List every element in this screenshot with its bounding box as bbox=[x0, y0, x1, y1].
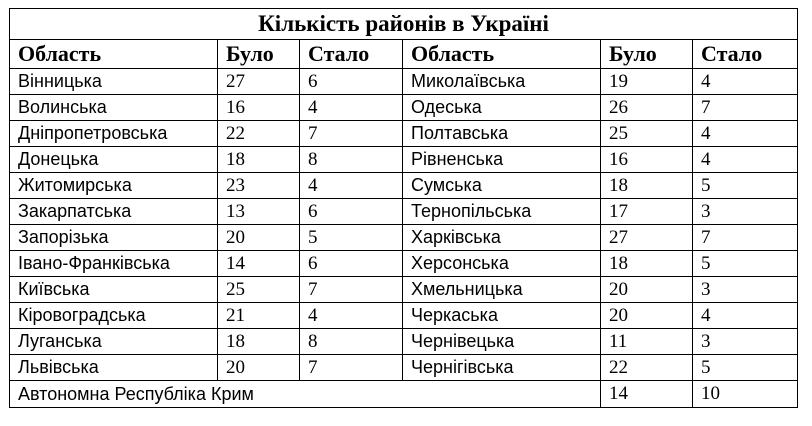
after-value-cell: 3 bbox=[693, 277, 798, 303]
before-value-cell: 20 bbox=[218, 225, 300, 251]
after-value-cell: 7 bbox=[300, 277, 403, 303]
header-after-right: Стало bbox=[693, 40, 798, 69]
region-name-cell: Тернопільська bbox=[403, 199, 601, 225]
after-value-cell: 4 bbox=[693, 69, 798, 95]
after-value-cell: 7 bbox=[300, 121, 403, 147]
after-value-cell: 3 bbox=[693, 329, 798, 355]
footer-before-value: 14 bbox=[601, 381, 693, 408]
region-name-cell: Миколаївська bbox=[403, 69, 601, 95]
before-value-cell: 18 bbox=[601, 251, 693, 277]
table-row bbox=[10, 355, 798, 381]
table-row bbox=[10, 147, 798, 173]
after-value-cell: 8 bbox=[300, 329, 403, 355]
after-value-cell: 7 bbox=[693, 95, 798, 121]
before-value-cell: 20 bbox=[218, 355, 300, 381]
before-value-cell: 17 bbox=[601, 199, 693, 225]
before-value-cell: 22 bbox=[601, 355, 693, 381]
after-value-cell: 6 bbox=[300, 199, 403, 225]
after-value-cell: 4 bbox=[300, 95, 403, 121]
region-name-cell: Донецька bbox=[10, 147, 218, 173]
after-value-cell: 5 bbox=[300, 225, 403, 251]
before-value-cell: 11 bbox=[601, 329, 693, 355]
table-row bbox=[10, 121, 798, 147]
region-name-cell: Сумська bbox=[403, 173, 601, 199]
table-row bbox=[10, 95, 798, 121]
table-row bbox=[10, 251, 798, 277]
after-value-cell: 4 bbox=[300, 303, 403, 329]
region-name-cell: Черкаська bbox=[403, 303, 601, 329]
after-value-cell: 4 bbox=[693, 147, 798, 173]
before-value-cell: 14 bbox=[218, 251, 300, 277]
table-row bbox=[10, 225, 798, 251]
before-value-cell: 27 bbox=[601, 225, 693, 251]
before-value-cell: 18 bbox=[601, 173, 693, 199]
after-value-cell: 4 bbox=[300, 173, 403, 199]
header-region-left: Область bbox=[10, 40, 218, 69]
before-value-cell: 16 bbox=[218, 95, 300, 121]
before-value-cell: 13 bbox=[218, 199, 300, 225]
before-value-cell: 18 bbox=[218, 329, 300, 355]
region-name-cell: Луганська bbox=[10, 329, 218, 355]
before-value-cell: 26 bbox=[601, 95, 693, 121]
before-value-cell: 25 bbox=[218, 277, 300, 303]
table-row bbox=[10, 199, 798, 225]
region-name-cell: Харківська bbox=[403, 225, 601, 251]
region-name-cell: Івано-Франківська bbox=[10, 251, 218, 277]
after-value-cell: 5 bbox=[693, 173, 798, 199]
before-value-cell: 20 bbox=[601, 277, 693, 303]
before-value-cell: 16 bbox=[601, 147, 693, 173]
header-after-left: Стало bbox=[300, 40, 403, 69]
region-name-cell: Вінницька bbox=[10, 69, 218, 95]
header-row bbox=[10, 40, 798, 69]
region-name-cell: Волинська bbox=[10, 95, 218, 121]
footer-region-name: Автономна Республіка Крим bbox=[10, 381, 601, 408]
before-value-cell: 21 bbox=[218, 303, 300, 329]
table-row bbox=[10, 303, 798, 329]
region-name-cell: Херсонська bbox=[403, 251, 601, 277]
before-value-cell: 18 bbox=[218, 147, 300, 173]
region-name-cell: Закарпатська bbox=[10, 199, 218, 225]
after-value-cell: 7 bbox=[693, 225, 798, 251]
footer-row bbox=[10, 381, 798, 408]
after-value-cell: 6 bbox=[300, 69, 403, 95]
after-value-cell: 6 bbox=[300, 251, 403, 277]
region-name-cell: Рівненська bbox=[403, 147, 601, 173]
region-name-cell: Запорізька bbox=[10, 225, 218, 251]
before-value-cell: 19 bbox=[601, 69, 693, 95]
before-value-cell: 25 bbox=[601, 121, 693, 147]
footer-after-value: 10 bbox=[693, 381, 798, 408]
region-name-cell: Чернівецька bbox=[403, 329, 601, 355]
region-name-cell: Кіровоградська bbox=[10, 303, 218, 329]
after-value-cell: 5 bbox=[693, 355, 798, 381]
before-value-cell: 20 bbox=[601, 303, 693, 329]
before-value-cell: 22 bbox=[218, 121, 300, 147]
table-row bbox=[10, 173, 798, 199]
after-value-cell: 7 bbox=[300, 355, 403, 381]
after-value-cell: 4 bbox=[693, 121, 798, 147]
regions-table bbox=[9, 8, 798, 408]
region-name-cell: Дніпропетровська bbox=[10, 121, 218, 147]
after-value-cell: 5 bbox=[693, 251, 798, 277]
header-region-right: Область bbox=[403, 40, 601, 69]
header-before-right: Було bbox=[601, 40, 693, 69]
header-before-left: Було bbox=[218, 40, 300, 69]
before-value-cell: 23 bbox=[218, 173, 300, 199]
after-value-cell: 4 bbox=[693, 303, 798, 329]
region-name-cell: Київська bbox=[10, 277, 218, 303]
region-name-cell: Полтавська bbox=[403, 121, 601, 147]
region-name-cell: Житомирська bbox=[10, 173, 218, 199]
after-value-cell: 3 bbox=[693, 199, 798, 225]
title-row bbox=[10, 9, 798, 40]
before-value-cell: 27 bbox=[218, 69, 300, 95]
table-title: Кількість районів в Україні bbox=[10, 9, 798, 40]
region-name-cell: Хмельницька bbox=[403, 277, 601, 303]
region-name-cell: Львівська bbox=[10, 355, 218, 381]
after-value-cell: 8 bbox=[300, 147, 403, 173]
table-row bbox=[10, 277, 798, 303]
region-name-cell: Чернігівська bbox=[403, 355, 601, 381]
region-name-cell: Одеська bbox=[403, 95, 601, 121]
table-row bbox=[10, 69, 798, 95]
table-row bbox=[10, 329, 798, 355]
